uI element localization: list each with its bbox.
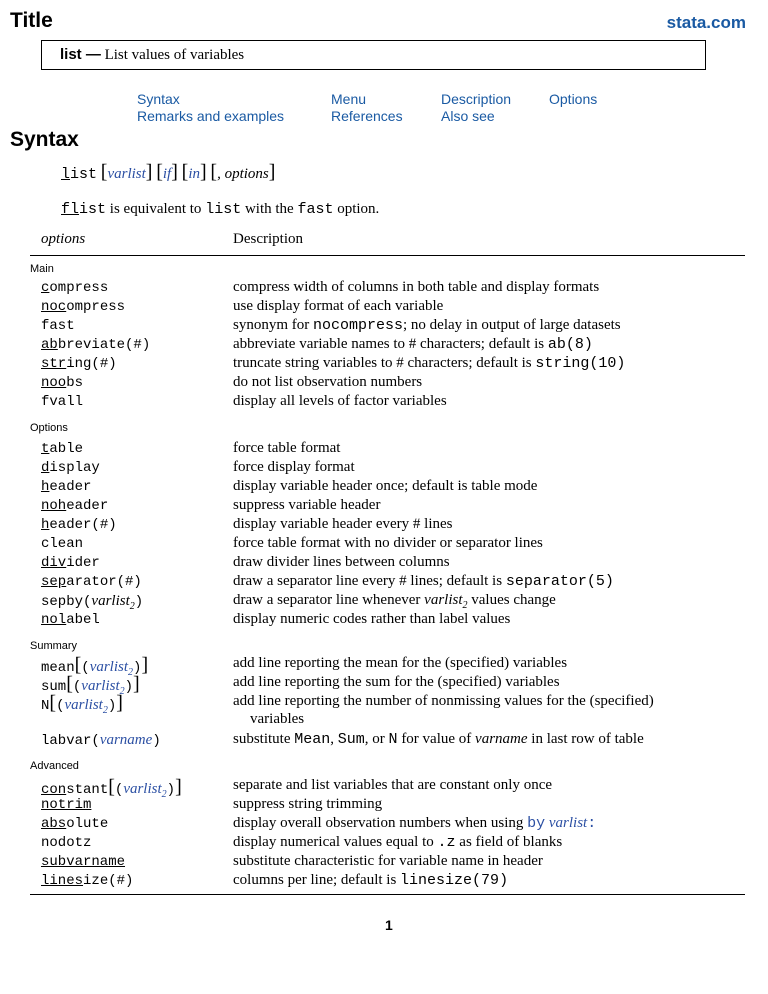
desc-nocompress: use display format of each variable xyxy=(233,298,444,314)
option-labvar: labvar(varname) xyxy=(41,732,161,749)
desc-nodotz: display numerical values equal to .z as field of blanks xyxy=(233,834,563,851)
nav-link-description[interactable]: Description xyxy=(441,91,512,107)
desc-header: display variable header once; default is table mode xyxy=(233,478,538,494)
option-noobs: noobs xyxy=(41,375,84,391)
option-nodotz: nodotz xyxy=(41,835,92,851)
desc-subvarname: substitute characteristic for variable name in header xyxy=(233,853,543,869)
option-divider: divider xyxy=(41,555,100,571)
nav-link-remarks[interactable]: Remarks and examples xyxy=(137,108,285,124)
table-bottom-rule xyxy=(30,894,745,895)
column-header-options: options xyxy=(41,231,86,247)
desc-table: force table format xyxy=(233,440,341,456)
desc-abbreviate: abbreviate variable names to # characters; default is ab(8) xyxy=(233,336,593,353)
desc-N: add line reporting the number of nonmissing values for the (specified) xyxy=(233,693,654,709)
desc-display: force display format xyxy=(233,459,355,475)
desc-separator: draw a separator line every # lines; default is separator(5) xyxy=(233,573,614,590)
syntax-if[interactable]: if xyxy=(162,166,172,182)
group-label-summary: Summary xyxy=(30,640,78,652)
command-description: List values of variables xyxy=(104,47,245,63)
page-number: 1 xyxy=(385,917,393,933)
nav-link-menu[interactable]: Menu xyxy=(331,91,367,107)
option-sepby: sepby(varlist$_2$) xyxy=(41,593,144,612)
group-label-advanced: Advanced xyxy=(30,760,79,772)
option-constant: constant[(varlist$_2$)] xyxy=(41,776,182,800)
syntax-in[interactable]: in xyxy=(188,166,200,182)
syntax-line: list [varlist] [if] [in] [, options] xyxy=(61,161,276,183)
page-title: Title xyxy=(10,9,53,32)
option-subvarname: subvarname xyxy=(41,854,126,870)
nav-link-also-see[interactable]: Also see xyxy=(441,108,495,124)
option-abbreviate: abbreviate(#) xyxy=(41,337,151,353)
desc-N-continued: variables xyxy=(250,711,305,727)
option-fast: fast xyxy=(41,318,75,334)
brand-link[interactable]: stata.com xyxy=(666,13,746,32)
title-box-text xyxy=(60,46,244,64)
option-separator: separator(#) xyxy=(41,574,142,590)
desc-linesize: columns per line; default is linesize(79) xyxy=(233,872,509,889)
option-table: table xyxy=(41,441,84,457)
desc-fvall: display all levels of factor variables xyxy=(233,393,447,409)
option-compress: compress xyxy=(41,280,109,296)
syntax-varlist[interactable]: varlist xyxy=(107,166,146,182)
desc-constant: separate and list variables that are constant only once xyxy=(233,777,553,793)
option-N: N[(varlist$_2$)] xyxy=(41,692,123,716)
desc-clean: force table format with no divider or separator lines xyxy=(233,535,543,551)
desc-labvar: substitute Mean, Sum, or N for value of varname in last row of table xyxy=(233,731,644,748)
desc-divider: draw divider lines between columns xyxy=(233,554,450,570)
option-display: display xyxy=(41,460,100,476)
title-box xyxy=(41,40,706,70)
desc-noobs: do not list observation numbers xyxy=(233,374,423,390)
desc-sepby: draw a separator line whenever varlist$_2$ values change xyxy=(233,592,556,611)
option-sum: sum[(varlist$_2$)] xyxy=(41,673,140,697)
desc-string: truncate string variables to # characters; default is string(10) xyxy=(233,355,626,372)
option-nolabel: nolabel xyxy=(41,612,100,628)
option-string: string(#) xyxy=(41,356,117,372)
flist-note: flist is equivalent to list with the fast option. xyxy=(61,201,380,218)
syntax-command: list xyxy=(61,166,98,183)
table-top-rule xyxy=(30,255,745,256)
option-absolute: absolute xyxy=(41,816,109,832)
command-name: list — xyxy=(60,46,101,63)
nav-link-options[interactable]: Options xyxy=(549,91,598,107)
desc-fast: synonym for nocompress; no delay in output of large datasets xyxy=(233,317,621,334)
desc-nolabel: display numeric codes rather than label values xyxy=(233,611,511,627)
group-label-options: Options xyxy=(30,422,68,434)
option-nocompress: nocompress xyxy=(41,299,126,315)
option-notrim: notrim xyxy=(41,797,92,813)
option-noheader: noheader xyxy=(41,498,109,514)
desc-noheader: suppress variable header xyxy=(233,497,381,513)
nav-link-references[interactable]: References xyxy=(331,108,403,124)
option-header-n: header(#) xyxy=(41,517,117,533)
desc-compress: compress width of columns in both table and display formats xyxy=(233,279,600,295)
nav-link-syntax[interactable]: Syntax xyxy=(137,91,180,107)
syntax-heading: Syntax xyxy=(10,128,79,151)
desc-notrim: suppress string trimming xyxy=(233,796,383,812)
desc-mean: add line reporting the mean for the (specified) variables xyxy=(233,655,568,671)
group-label-main: Main xyxy=(30,263,54,275)
column-header-description: Description xyxy=(233,231,303,247)
desc-header-n: display variable header every # lines xyxy=(233,516,453,532)
option-mean: mean[(varlist$_2$)] xyxy=(41,654,149,678)
desc-sum: add line reporting the sum for the (specified) variables xyxy=(233,674,560,690)
option-header: header xyxy=(41,479,92,495)
syntax-options: , options xyxy=(217,166,269,182)
option-fvall: fvall xyxy=(41,394,84,410)
desc-absolute: display overall observation numbers when using by varlist: xyxy=(233,815,597,832)
option-linesize: linesize(#) xyxy=(41,873,134,889)
option-clean: clean xyxy=(41,536,84,552)
